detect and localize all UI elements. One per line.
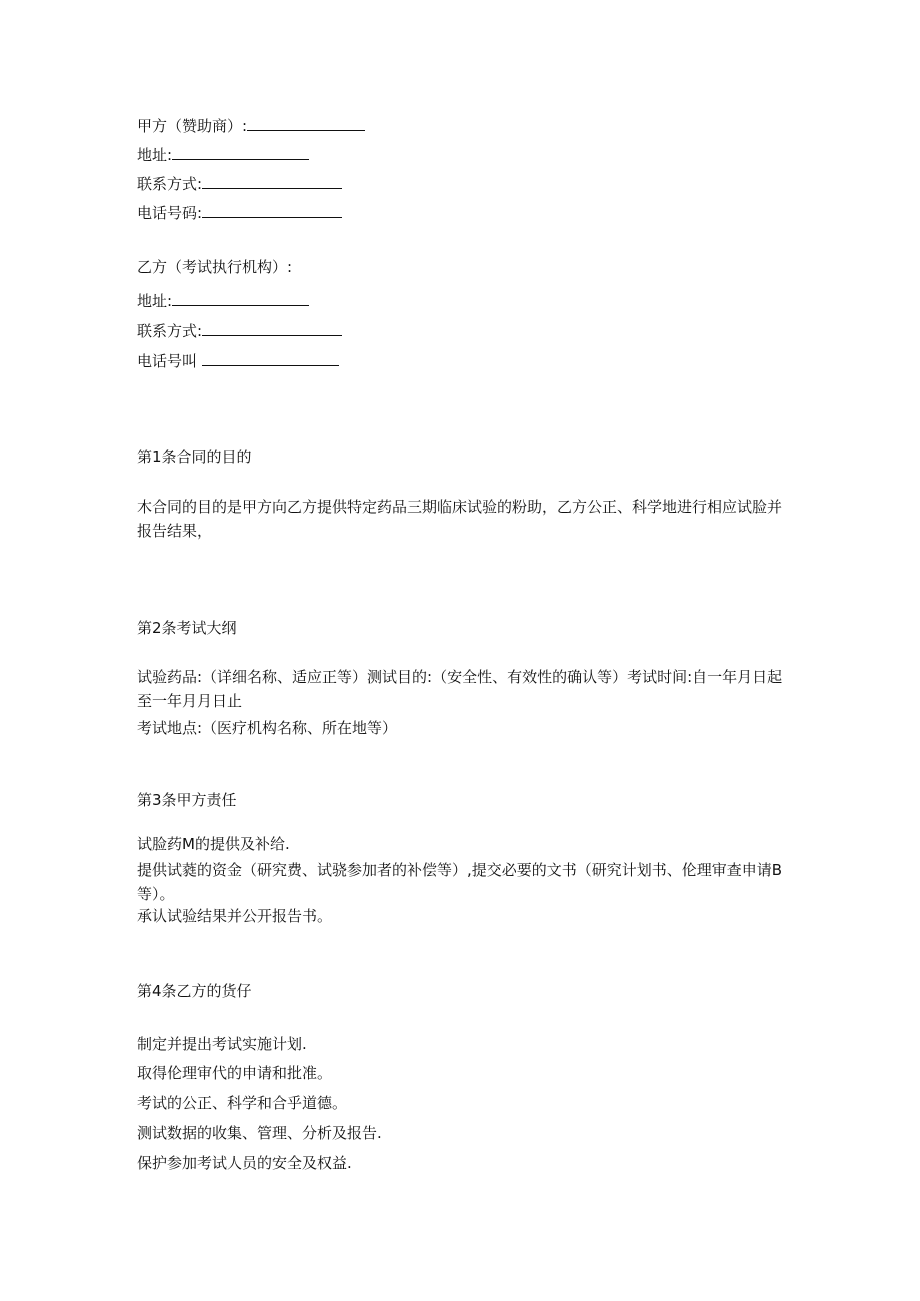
article-4-paragraph-4: 测试数据的收集、管理、分析及报告. xyxy=(137,1124,382,1142)
article-4-paragraph-1: 制定并提出考试实施计划. xyxy=(137,1035,307,1053)
article-3-paragraph-3: 承认试验结果并公开报告书。 xyxy=(137,907,333,925)
article-2-title: 第2条考试大纲 xyxy=(137,619,237,637)
party-a-heading-line xyxy=(137,115,365,136)
party-b-heading: 乙方（考试执行机构）: xyxy=(137,258,293,276)
article-4-paragraph-3: 考试的公正、科学和合乎道德。 xyxy=(137,1094,348,1112)
article-4-paragraph-2: 取得伦理审代的申请和批准。 xyxy=(137,1064,333,1082)
party-b-contact-field[interactable] xyxy=(202,320,342,336)
party-a-phone-label: 电话号码: xyxy=(137,204,203,222)
article-2-paragraph-1: 试验药品:（详细名称、适应正等）测试目的:（安全性、有效性的确认等）考试时间:自一年月日起至一年月月日止 xyxy=(137,668,783,710)
party-a-address-field[interactable] xyxy=(172,144,309,160)
article-2-paragraph-2: 考试地点:（医疗机构名称、所在地等） xyxy=(137,719,398,737)
party-b-address-label: 地址: xyxy=(137,292,173,310)
party-a-name-field[interactable] xyxy=(247,115,365,131)
article-1-paragraph-1: 木合同的目的是甲方向乙方提供特定药品三期临床试验的粉助，乙方公正、科学地进行相应试脸并报告结果， xyxy=(137,498,783,540)
article-4-title: 第4条乙方的货仔 xyxy=(137,982,252,1000)
party-a-contact-line xyxy=(137,173,342,194)
party-b-address-field[interactable] xyxy=(172,290,309,306)
party-a-heading: 甲方（赞助商）: xyxy=(137,117,248,135)
party-a-address-line xyxy=(137,144,309,165)
party-b-contact-label: 联系方式: xyxy=(137,322,203,340)
party-a-phone-field[interactable] xyxy=(202,202,342,218)
party-b-phone-line xyxy=(137,350,339,371)
article-3-paragraph-1: 试脸药M的提供及补给. xyxy=(137,835,290,853)
party-a-phone-line xyxy=(137,202,342,223)
party-b-phone-label: 电话号叫 xyxy=(137,352,198,370)
party-a-contact-field[interactable] xyxy=(202,173,342,189)
party-b-address-line xyxy=(137,290,309,311)
article-4-paragraph-5: 保护参加考试人员的安全及权益. xyxy=(137,1154,352,1172)
article-1-title: 第1条合同的目的 xyxy=(137,448,252,466)
party-b-phone-field[interactable] xyxy=(202,350,339,366)
article-3-paragraph-2: 提供试蕤的资金（研究费、试骁参加者的补偿等）,提交必要的文书（研究计划书、伦理审查申请B等）。 xyxy=(137,861,783,903)
article-3-title: 第3条甲方责任 xyxy=(137,791,237,809)
party-b-contact-line xyxy=(137,320,342,341)
party-b-heading-line xyxy=(137,257,292,277)
party-a-contact-label: 联系方式: xyxy=(137,175,203,193)
party-a-address-label: 地址: xyxy=(137,146,173,164)
